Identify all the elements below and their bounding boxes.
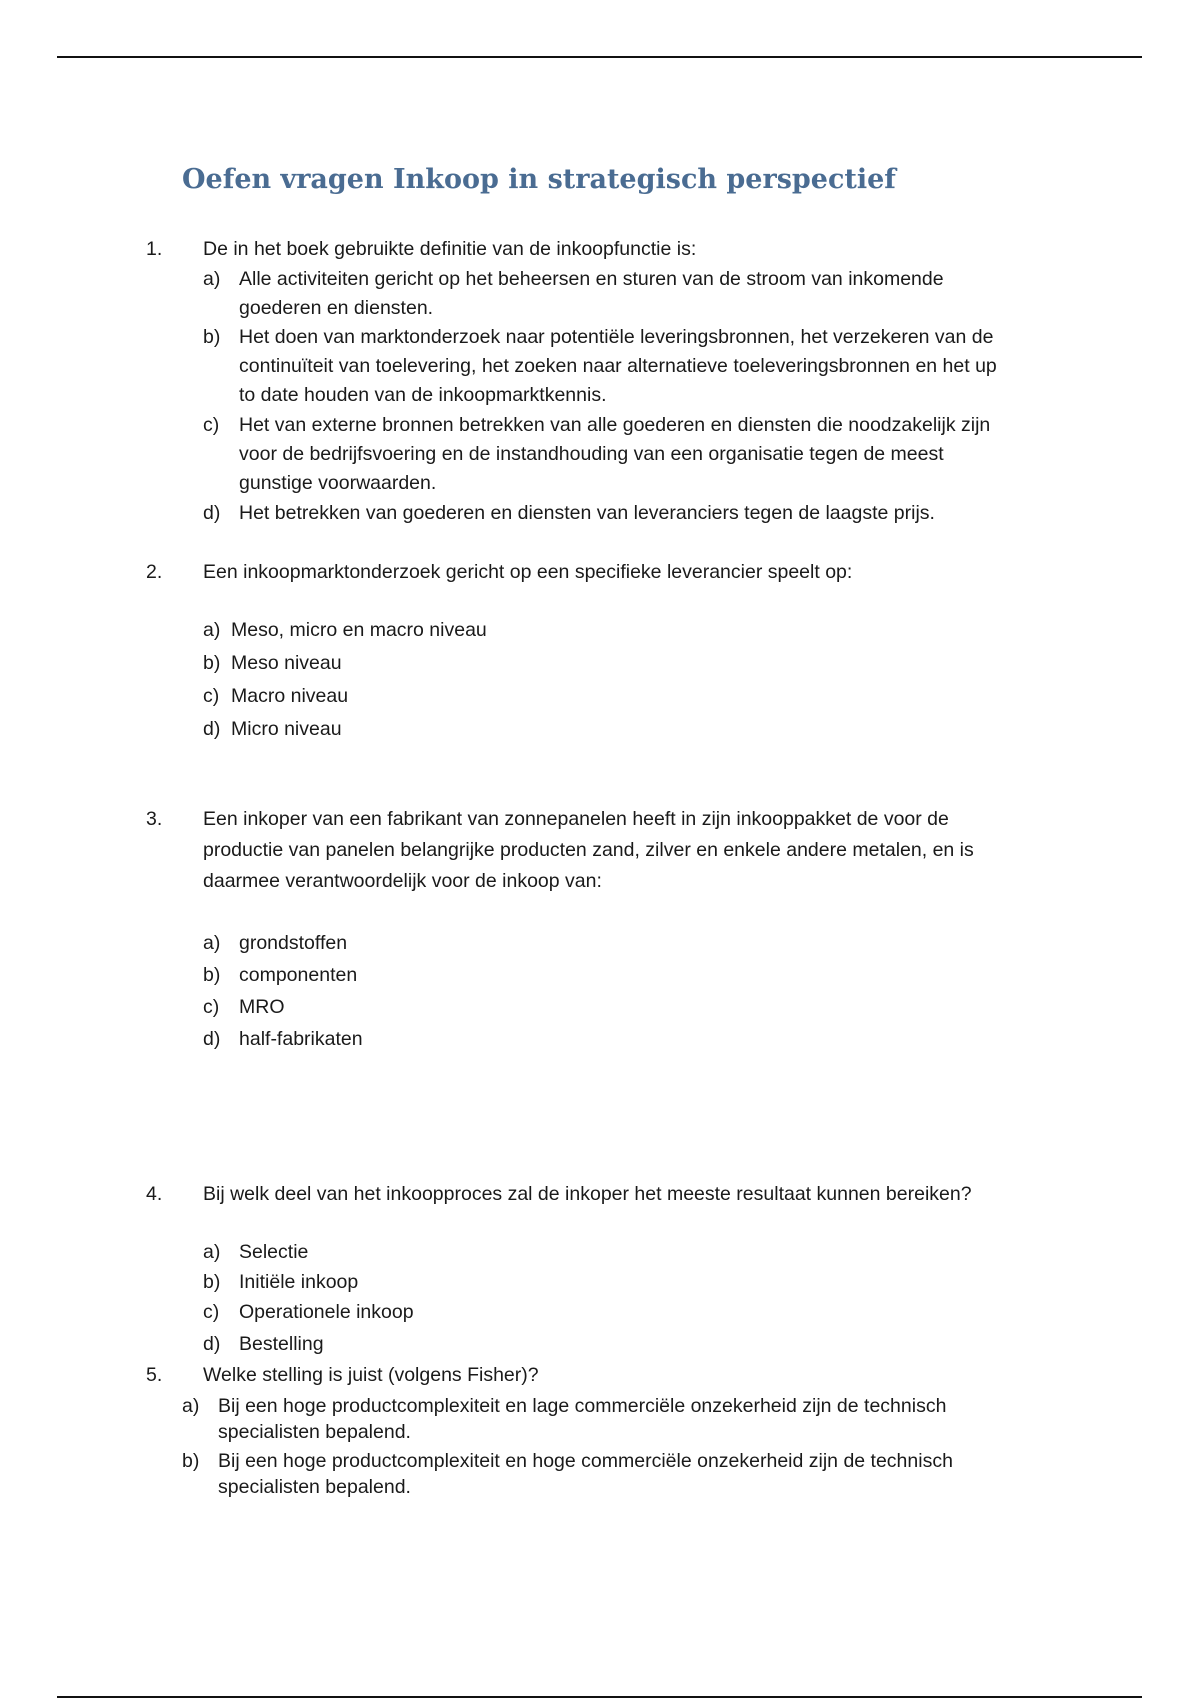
- option-text: specialisten bepalend.: [218, 1476, 411, 1498]
- option-label: d): [203, 502, 221, 524]
- question-2: [146, 558, 1063, 587]
- answer-option: [203, 323, 1083, 410]
- question-4: [146, 1180, 1063, 1209]
- answer-option: [203, 1238, 903, 1267]
- page-title: Oefen vragen Inkoop in strategisch perspectief: [182, 164, 896, 195]
- option-label: a): [203, 268, 221, 290]
- option-text: componenten: [239, 964, 358, 986]
- option-text: half-fabrikaten: [239, 1028, 363, 1050]
- option-label: a): [203, 619, 221, 641]
- option-label: d): [203, 1333, 221, 1355]
- answer-option: [203, 1298, 903, 1327]
- question-3: [146, 804, 1063, 897]
- option-text: gunstige voorwaarden.: [239, 472, 437, 494]
- answer-option: [203, 929, 903, 958]
- answer-option: [203, 1330, 903, 1359]
- option-text: Micro niveau: [231, 718, 342, 740]
- option-label: a): [203, 1241, 221, 1263]
- question-1: [146, 235, 1063, 264]
- option-label: a): [182, 1395, 200, 1417]
- answer-option: [203, 1268, 903, 1297]
- option-text: Bestelling: [239, 1333, 324, 1355]
- option-text: Macro niveau: [231, 685, 349, 707]
- option-text: Selectie: [239, 1241, 309, 1263]
- answer-option: [203, 993, 903, 1022]
- answer-option: [203, 649, 903, 678]
- option-label: b): [203, 964, 221, 986]
- option-label: b): [203, 1271, 221, 1293]
- question-number: 1.: [146, 238, 163, 260]
- option-text: specialisten bepalend.: [218, 1421, 411, 1443]
- question-5: [146, 1361, 1063, 1390]
- option-text: continuïteit van toelevering, het zoeken naar alternatieve toeleveringsbronnen en het up: [239, 355, 997, 377]
- option-text: MRO: [239, 996, 285, 1018]
- question-number: 2.: [146, 561, 163, 583]
- option-text: Operationele inkoop: [239, 1301, 414, 1323]
- option-text: Bij een hoge productcomplexiteit en lage commerciële onzekerheid zijn de technisch: [218, 1395, 947, 1417]
- answer-option: [203, 715, 903, 744]
- option-text: Het doen van marktonderzoek naar potentiële leveringsbronnen, het verzekeren van de: [239, 326, 994, 348]
- question-text: Een inkoper van een fabrikant van zonnepanelen heeft in zijn inkooppakket de voor de: [203, 808, 949, 830]
- option-text: Het van externe bronnen betrekken van alle goederen en diensten die noodzakelijk zijn: [239, 414, 991, 436]
- question-text: De in het boek gebruikte definitie van de inkoopfunctie is:: [203, 238, 697, 260]
- question-text: daarmee verantwoordelijk voor de inkoop van:: [203, 870, 602, 892]
- option-label: c): [203, 1301, 220, 1323]
- option-label: a): [203, 932, 221, 954]
- answer-option: [203, 265, 1083, 323]
- option-label: d): [203, 1028, 221, 1050]
- option-text: Meso, micro en macro niveau: [231, 619, 487, 641]
- option-label: c): [203, 685, 220, 707]
- answer-option: [182, 1448, 1082, 1500]
- answer-option: [203, 411, 1083, 498]
- option-text: Meso niveau: [231, 652, 342, 674]
- option-label: b): [203, 326, 221, 348]
- answer-option: [203, 616, 903, 645]
- option-text: to date houden van de inkoopmarktkennis.: [239, 384, 607, 406]
- answer-option: [203, 499, 1083, 528]
- option-label: c): [203, 996, 220, 1018]
- option-label: b): [182, 1450, 200, 1472]
- option-text: goederen en diensten.: [239, 297, 434, 319]
- footer-rule: [57, 1696, 1142, 1698]
- answer-option: [203, 1025, 903, 1054]
- answer-option: [182, 1393, 1082, 1445]
- answer-option: [203, 961, 903, 990]
- answer-option: [203, 682, 903, 711]
- question-text: productie van panelen belangrijke producten zand, zilver en enkele andere metalen, en is: [203, 839, 974, 861]
- option-text: Alle activiteiten gericht op het beheersen en sturen van de stroom van inkomende: [239, 268, 944, 290]
- option-text: Het betrekken van goederen en diensten van leveranciers tegen de laagste prijs.: [239, 502, 935, 524]
- question-number: 5.: [146, 1364, 163, 1386]
- option-text: Initiële inkoop: [239, 1271, 359, 1293]
- question-number: 3.: [146, 808, 163, 830]
- question-text: Bij welk deel van het inkoopproces zal de inkoper het meeste resultaat kunnen bereiken?: [203, 1183, 972, 1205]
- header-rule: [57, 56, 1142, 58]
- question-text: Welke stelling is juist (volgens Fisher)?: [203, 1364, 539, 1386]
- question-number: 4.: [146, 1183, 163, 1205]
- option-label: b): [203, 652, 221, 674]
- option-label: c): [203, 414, 220, 436]
- question-text: Een inkoopmarktonderzoek gericht op een specifieke leverancier speelt op:: [203, 561, 853, 583]
- option-text: grondstoffen: [239, 932, 348, 954]
- option-text: Bij een hoge productcomplexiteit en hoge commerciële onzekerheid zijn de technisch: [218, 1450, 953, 1472]
- option-label: d): [203, 718, 221, 740]
- option-text: voor de bedrijfsvoering en de instandhouding van een organisatie tegen de meest: [239, 443, 944, 465]
